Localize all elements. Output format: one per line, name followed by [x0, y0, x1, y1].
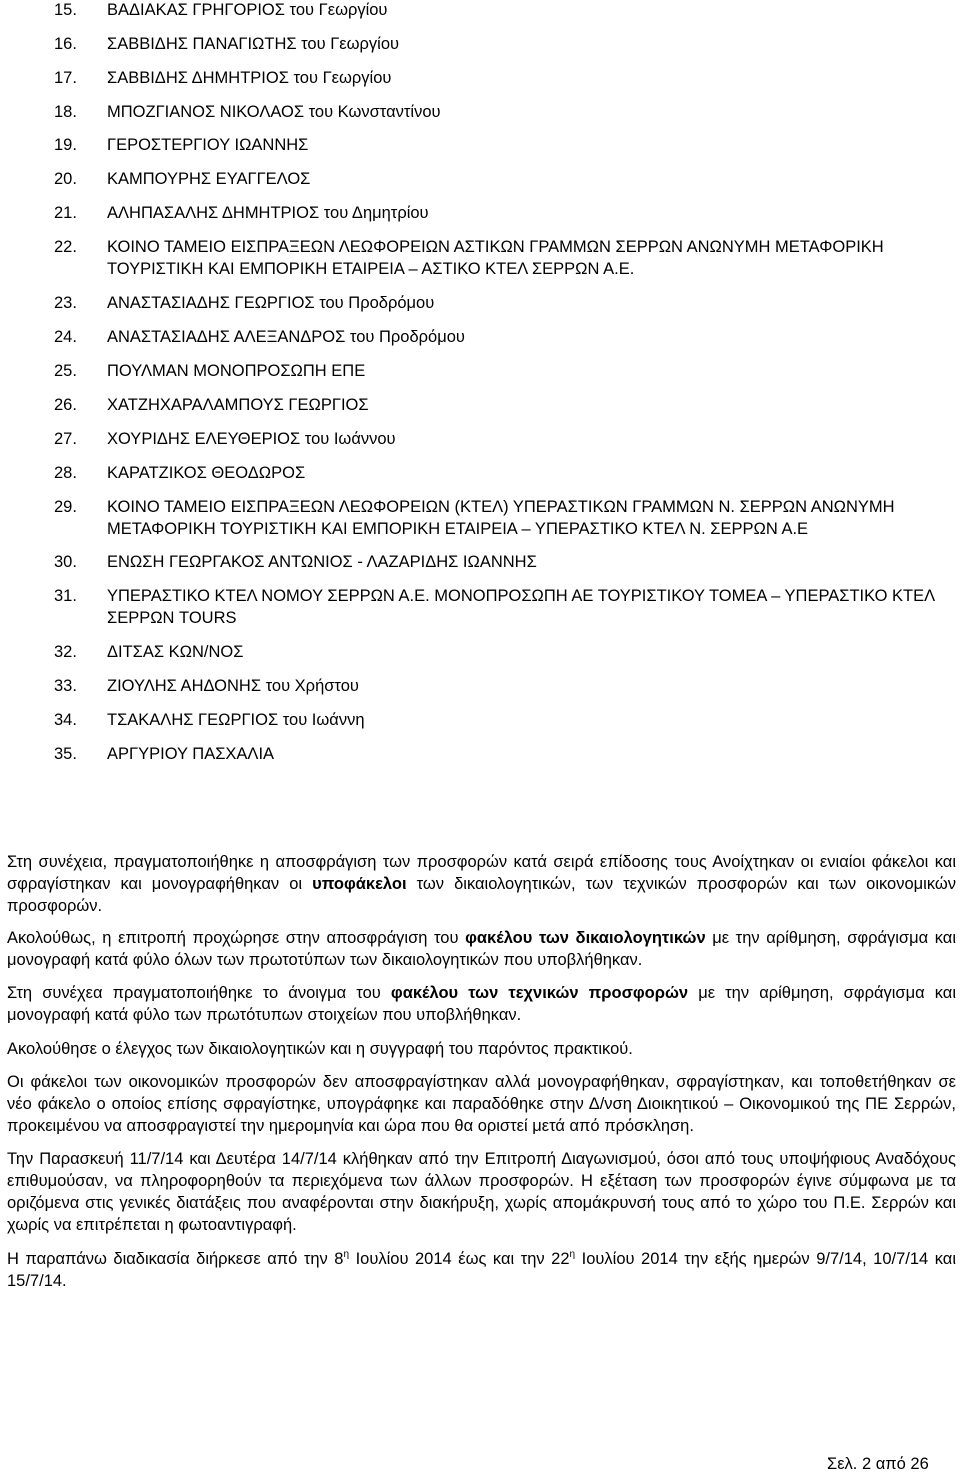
list-item — [54, 743, 950, 765]
list-item — [54, 428, 950, 450]
list-item — [54, 236, 950, 280]
list-item-text: ΣΑΒΒΙΔΗΣ ΠΑΝΑΓΙΩΤΗΣ του Γεωργίου — [107, 35, 400, 53]
page-number: Σελ. 2 από 26 — [827, 1455, 929, 1473]
list-item — [54, 168, 950, 190]
list-item-text: ΥΠΕΡΑΣΤΙΚΟ ΚΤΕΛ ΝΟΜΟΥ ΣΕΡΡΩΝ Α.Ε. ΜΟΝΟΠΡΟΣΩΠΗ ΑΕ ΤΟΥΡΙΣΤΙΚΟΥ ΤΟΜΕΑ – ΥΠΕΡΑΣΤΙΚΟ ΚΤΕΛ ΣΕΡΡΩΝ TOURS — [107, 587, 935, 627]
list-item-text: ΜΠΟΖΓΙΑΝΟΣ ΝΙΚΟΛΑΟΣ του Κωνσταντίνου — [107, 103, 441, 121]
list-item-number: 28. — [54, 464, 77, 482]
list-item-text: ΠΟΥΛΜΑΝ ΜΟΝΟΠΡΟΣΩΠΗ ΕΠΕ — [107, 362, 366, 380]
list-item — [54, 709, 950, 731]
paragraph-review: Ακολούθησε ο έλεγχος των δικαιολογητικών και η συγγραφή του παρόντος πρακτικού. — [7, 1040, 633, 1058]
list-item-text: ΑΛΗΠΑΣΑΛΗΣ ΔΗΜΗΤΡΙΟΣ του Δημητρίου — [107, 204, 429, 222]
list-item-number: 29. — [54, 498, 77, 516]
list-item-text: ΚΟΙΝΟ ΤΑΜΕΙΟ ΕΙΣΠΡΑΞΕΩΝ ΛΕΩΦΟΡΕΙΩΝ ΑΣΤΙΚΩΝ ΓΡΑΜΜΩΝ ΣΕΡΡΩΝ ΑΝΩΝΥΜΗ ΜΕΤΑΦΟΡΙΚΗ ΤΟΥΡΙΣΤΙΚΗ ΚΑΙ ΕΜΠΟΡΙΚΗ ΕΤΑΙΡΕΙΑ – ΑΣΤΙΚΟ ΚΤΕΛ ΣΕΡΡΩΝ Α.Ε. — [107, 238, 884, 278]
list-item-number: 24. — [54, 328, 77, 346]
list-item-text: ΒΑΔΙΑΚΑΣ ΓΡΗΓΟΡΙΟΣ του Γεωργίου — [107, 1, 388, 19]
list-item-text: ΓΕΡΟΣΤΕΡΓΙΟΥ ΙΩΑΝΝΗΣ — [107, 136, 309, 154]
list-item-number: 34. — [54, 711, 77, 729]
list-item — [54, 326, 950, 348]
paragraph-duration: Η παραπάνω διαδικασία διήρκεσε από την $8^\eta$ Ιουλίου 2014 έως και την $22^\eta$ Ιουλίου 2014 την εξής ημερών 9/7/14, 10/7/14 και 15/7/14. — [7, 1249, 957, 1290]
list-item-text: ΑΝΑΣΤΑΣΙΑΔΗΣ ΑΛΕΞΑΝΔΡΟΣ του Προδρόμου — [107, 328, 465, 346]
list-item-text: ΕΝΩΣΗ ΓΕΩΡΓΑΚΟΣ ΑΝΤΩΝΙΟΣ - ΛΑΖΑΡΙΔΗΣ ΙΩΑΝΝΗΣ — [107, 553, 537, 571]
list-item — [54, 641, 950, 663]
list-item — [54, 585, 950, 629]
list-item-number: 32. — [54, 643, 77, 661]
list-item-number: 35. — [54, 745, 77, 763]
paragraph-inspection: Την Παρασκευή 11/7/14 και Δευτέρα 14/7/14 κλήθηκαν από την Επιτροπή Διαγωνισμού, όσοι από τους υποψήφιους Αναδόχους επιθυμούσαν, να πληροφορηθούν τα περιεχόμενα των άλλων προσφορών. Η εξέταση των προσφορών έγινε σύμφωνα με τα οριζόμενα στις γενικές διατάξεις που αναφέρονται στην διακήρυξη, χωρίς απομάκρυνσή τους από το χώρο του Π.Ε. Σερρών και χωρίς να επιτρέπεται η φωτοαντιγραφή. — [7, 1150, 956, 1234]
list-item-number: 15. — [54, 1, 77, 19]
list-item — [54, 101, 950, 123]
list-item-text: ΣΑΒΒΙΔΗΣ ΔΗΜΗΤΡΙΟΣ του Γεωργίου — [107, 69, 392, 87]
list-item-text: ΖΙΟΥΛΗΣ ΑΗΔΟΝΗΣ του Χρήστου — [107, 677, 359, 695]
paragraph-qualification-envelope: Ακολούθως, η επιτροπή προχώρησε στην αποσφράγιση του φακέλου των δικαιολογητικών με την αρίθμηση, σφράγισμα και μονογραφή κατά φύλο όλων των πρωτοτύπων των δικαιολογητικών που υποβλήθηκαν. — [7, 929, 956, 969]
list-item — [54, 67, 950, 89]
list-item — [54, 496, 950, 540]
list-item-text: ΧΟΥΡΙΔΗΣ ΕΛΕΥΘΕΡΙΟΣ του Ιωάννου — [107, 430, 396, 448]
list-item-number: 18. — [54, 103, 77, 121]
list-item-number: 25. — [54, 362, 77, 380]
list-item-number: 27. — [54, 430, 77, 448]
list-item-text: ΤΣΑΚΑΛΗΣ ΓΕΩΡΓΙΟΣ του Ιωάννη — [107, 711, 365, 729]
list-item-number: 19. — [54, 136, 77, 154]
list-item — [54, 462, 950, 484]
list-item-number: 20. — [54, 170, 77, 188]
list-item-text: ΚΑΡΑΤΖΙΚΟΣ ΘΕΟΔΩΡΟΣ — [107, 464, 306, 482]
list-item-number: 23. — [54, 294, 77, 312]
list-item-number: 31. — [54, 587, 77, 605]
list-item — [54, 0, 950, 21]
list-item-text: ΑΝΑΣΤΑΣΙΑΔΗΣ ΓΕΩΡΓΙΟΣ του Προδρόμου — [107, 294, 435, 312]
paragraph-opening-envelopes: Στη συνέχεια, πραγματοποιήθηκε η αποσφράγιση των προσφορών κατά σειρά επίδοσης τους Ανοίχτηκαν οι ενιαίοι φάκελοι και σφραγίστηκαν και μονογραφήθηκαν οι υποφάκελοι των δικαιολογητικών, των τεχνικών προσφορών και των οικονομικών προσφορών. — [7, 853, 956, 915]
list-item-number: 17. — [54, 69, 77, 87]
body-text — [7, 851, 956, 1292]
list-item-number: 33. — [54, 677, 77, 695]
list-item-number: 26. — [54, 396, 77, 414]
list-item-number: 30. — [54, 553, 77, 571]
list-item — [54, 394, 950, 416]
list-item-text: ΚΑΜΠΟΥΡΗΣ ΕΥΑΓΓΕΛΟΣ — [107, 170, 311, 188]
list-item-number: 21. — [54, 204, 77, 222]
list-item-number: 22. — [54, 238, 77, 256]
list-item — [54, 360, 950, 382]
list-item — [54, 202, 950, 224]
paragraph-financial-envelopes: Οι φάκελοι των οικονομικών προσφορών δεν αποσφραγίστηκαν αλλά μονογραφήθηκαν, σφραγίστηκαν, και τοποθετήθηκαν σε νέο φάκελο ο οποίος επίσης σφραγίστηκε, υπογράφηκε και παραδόθηκε στην Δ/νση Διοικητικού – Οικονομικού της ΠΕ Σερρών, προκειμένου να αποσφραγιστεί την ημερομηνία και ώρα που θα οριστεί μετά από πρόσκληση. — [7, 1073, 956, 1135]
list-item-text: ΚΟΙΝΟ ΤΑΜΕΙΟ ΕΙΣΠΡΑΞΕΩΝ ΛΕΩΦΟΡΕΙΩΝ (ΚΤΕΛ) ΥΠΕΡΑΣΤΙΚΩΝ ΓΡΑΜΜΩΝ Ν. ΣΕΡΡΩΝ ΑΝΩΝΥΜΗ ΜΕΤΑΦΟΡΙΚΗ ΤΟΥΡΙΣΤΙΚΗ ΚΑΙ ΕΜΠΟΡΙΚΗ ΕΤΑΙΡΕΙΑ – ΥΠΕΡΑΣΤΙΚΟ ΚΤΕΛ Ν. ΣΕΡΡΩΝ Α.Ε — [107, 498, 895, 538]
list-item — [54, 675, 950, 697]
list-item — [54, 134, 950, 156]
participants-list — [54, 0, 950, 765]
list-item — [54, 292, 950, 314]
paragraph-technical-envelope: Στη συνέχεα πραγματοποιήθηκε το άνοιγμα του φακέλου των τεχνικών προσφορών με την αρίθμηση, σφράγισμα και μονογραφή κατά φύλο των πρωτότυπων στοιχείων που υποβλήθηκαν. — [7, 984, 956, 1024]
list-item-text: ΔΙΤΣΑΣ ΚΩΝ/ΝΟΣ — [107, 643, 244, 661]
list-item-text: ΑΡΓΥΡΙΟΥ ΠΑΣΧΑΛΙΑ — [107, 745, 275, 763]
list-item — [54, 551, 950, 573]
list-item-text: ΧΑΤΖΗΧΑΡΑΛΑΜΠΟΥΣ ΓΕΩΡΓΙΟΣ — [107, 396, 369, 414]
list-item-number: 16. — [54, 35, 77, 53]
list-item — [54, 33, 950, 55]
